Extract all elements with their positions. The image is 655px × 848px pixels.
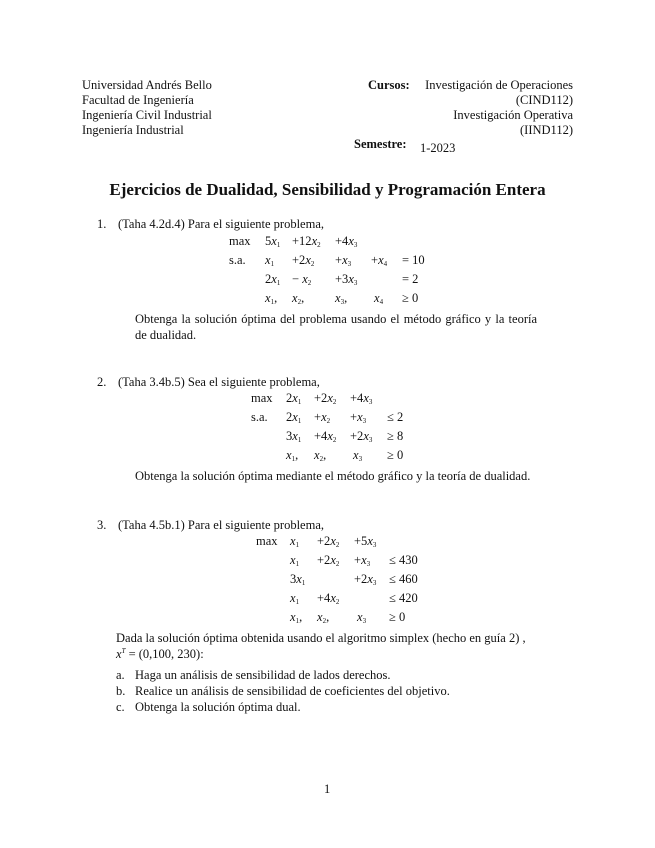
p1-nn-x4: $x_4$	[374, 291, 384, 306]
p3-nonnegativity	[0, 610, 655, 628]
p1-obj-term-1: $5x_1$	[265, 234, 281, 249]
problem-3-item-c	[116, 699, 301, 715]
p2-obj-term-1: $2x_1$	[286, 391, 302, 406]
p3-c1-term-3: $+x_3$	[354, 553, 371, 568]
problem-3-item-a	[116, 667, 391, 683]
problem-1-number: 1.	[97, 217, 107, 231]
p2-c1-term-1: $2x_1$	[286, 410, 302, 425]
curso-1-code: (CIND112)	[515, 93, 573, 107]
problem-3-item-b	[116, 683, 450, 699]
p3-c1-rhs: ≤ 430	[389, 553, 418, 567]
p1-c1-term-1: $x_1$	[265, 253, 275, 268]
p2-c2-rhs: ≥ 8	[387, 429, 404, 443]
p2-obj-term-2: $+2x_2$	[314, 391, 337, 406]
p3-c2-rhs: ≤ 460	[389, 572, 418, 586]
p1-obj-term-2: $+12x_2$	[292, 234, 321, 249]
p3-obj-term-3: $+5x_3$	[354, 534, 377, 549]
item-b-text: Realice un análisis de sensibilidad de coeficientes del objetivo.	[135, 684, 450, 698]
p1-c1-term-3: $+x_3$	[335, 253, 352, 268]
p3-objective-row	[0, 534, 655, 552]
p1-nn-rhs: ≥ 0	[402, 291, 419, 305]
p2-nn-rhs: ≥ 0	[387, 448, 404, 462]
p1-c1-term-2: $+2x_2$	[292, 253, 315, 268]
problem-3-intro: (Taha 4.5b.1) Para el siguiente problema,	[118, 518, 324, 532]
p2-nonnegativity	[0, 448, 655, 466]
p3-constraint-1	[0, 553, 655, 571]
p2-c1-term-2: $+x_2$	[314, 410, 331, 425]
institution-faculty: Facultad de Ingeniería	[82, 93, 194, 107]
p2-c2-term-1: $3x_1$	[286, 429, 302, 444]
p1-c2-term-1: $2x_1$	[265, 272, 281, 287]
cursos-label: Cursos:	[368, 78, 410, 92]
p3-max-label: max	[256, 534, 278, 548]
p1-max-label: max	[229, 234, 251, 248]
institution-block	[82, 78, 212, 138]
p3-c3-term-2: $+4x_2$	[317, 591, 340, 606]
item-b-letter: b.	[116, 684, 126, 698]
p1-nn-x2: $x_2$,	[292, 291, 305, 306]
p3-obj-term-1: $x_1$	[290, 534, 300, 549]
p3-c1-term-2: $+2x_2$	[317, 553, 340, 568]
curso-2-name: Investigación Operativa	[453, 108, 573, 122]
item-c-text: Obtenga la solución óptima dual.	[135, 700, 301, 714]
p1-constraint-1	[0, 253, 655, 271]
p2-c1-term-3: $+x_3$	[350, 410, 367, 425]
semestre-label: Semestre:	[354, 137, 407, 151]
problem-2-number: 2.	[97, 375, 107, 389]
problem-2-intro: (Taha 3.4b.5) Sea el siguiente problema,	[118, 375, 320, 389]
page-title: Ejercicios de Dualidad, Sensibilidad y Programación Entera	[109, 180, 546, 199]
p1-nn-x1: $x_1$,	[265, 291, 278, 306]
p2-c2-term-3: $+2x_3$	[350, 429, 373, 444]
p1-obj-term-3: $+4x_3$	[335, 234, 358, 249]
p2-nn-x3: $x_3$	[353, 448, 363, 463]
p1-c2-rhs: = 2	[402, 272, 419, 286]
p2-constraint-2	[0, 429, 655, 447]
p1-constraint-2	[0, 272, 655, 290]
item-a-letter: a.	[116, 668, 125, 682]
p3-c2-term-1: $3x_1$	[290, 572, 306, 587]
p2-c1-rhs: ≤ 2	[387, 410, 404, 424]
problem-3-solution-value: = (0,100, 230):	[128, 647, 204, 661]
p1-c2-term-2: − $x_2$	[292, 272, 312, 287]
curso-1-name: Investigación de Operaciones	[425, 78, 573, 92]
p2-nn-x1: $x_1$,	[286, 448, 299, 463]
p3-c3-rhs: ≤ 420	[389, 591, 418, 605]
p1-nn-x3: $x_3$,	[335, 291, 348, 306]
p3-constraint-2	[0, 572, 655, 590]
p2-c2-term-2: $+4x_2$	[314, 429, 337, 444]
p2-sa-label: s.a.	[251, 410, 268, 424]
problem-3-instruction: Dada la solución óptima obtenida usando el algoritmo simplex (hecho en guía 2) ,	[116, 631, 526, 645]
p1-sa-label: s.a.	[229, 253, 246, 267]
semestre-value: 1-2023	[420, 141, 456, 155]
institution-university: Universidad Andrés Bello	[82, 78, 212, 92]
p3-obj-term-2: $+2x_2$	[317, 534, 340, 549]
p3-constraint-3	[0, 591, 655, 609]
p3-nn-x1: $x_1$,	[290, 610, 303, 625]
institution-career: Ingeniería Industrial	[82, 123, 184, 137]
item-a-text: Haga un análisis de sensibilidad de lados derechos.	[135, 668, 391, 682]
p2-obj-term-3: $+4x_3$	[350, 391, 373, 406]
p1-c2-term-3: $+3x_3$	[335, 272, 358, 287]
p1-c1-rhs: = 10	[402, 253, 425, 267]
p2-nn-x2: $x_2$,	[314, 448, 327, 463]
institution-career-civil: Ingeniería Civil Industrial	[82, 108, 212, 122]
p1-c1-term-4: $+x_4$	[371, 253, 388, 268]
page-number: 1	[324, 782, 331, 796]
p1-nonnegativity	[0, 291, 655, 309]
p2-max-label: max	[251, 391, 273, 405]
problem-1-intro: (Taha 4.2d.4) Para el siguiente problema,	[118, 217, 324, 231]
p3-nn-x3: $x_3$	[357, 610, 367, 625]
p3-c1-term-1: $x_1$	[290, 553, 300, 568]
p1-objective-row	[0, 234, 655, 252]
problem-1-instruction: Obtenga la solución óptima del problema usando el método gráfico y la teoría de dualidad.	[135, 312, 537, 342]
p3-c2-term-3: $+2x_3$	[354, 572, 377, 587]
problem-3-number: 3.	[97, 518, 107, 532]
item-c-letter: c.	[116, 700, 125, 714]
problem-2-instruction: Obtenga la solución óptima mediante el método gráfico y la teoría de dualidad.	[135, 469, 531, 483]
p3-nn-rhs: ≥ 0	[389, 610, 406, 624]
p3-nn-x2: $x_2$,	[317, 610, 330, 625]
p2-objective-row	[0, 391, 655, 409]
p3-c3-term-1: $x_1$	[290, 591, 300, 606]
problem-3-solution: $x^T = (0,100$, 230):	[116, 647, 204, 661]
cursos-list	[425, 78, 573, 138]
p2-constraint-1	[0, 410, 655, 428]
curso-2-code: (IIND112)	[520, 123, 573, 137]
